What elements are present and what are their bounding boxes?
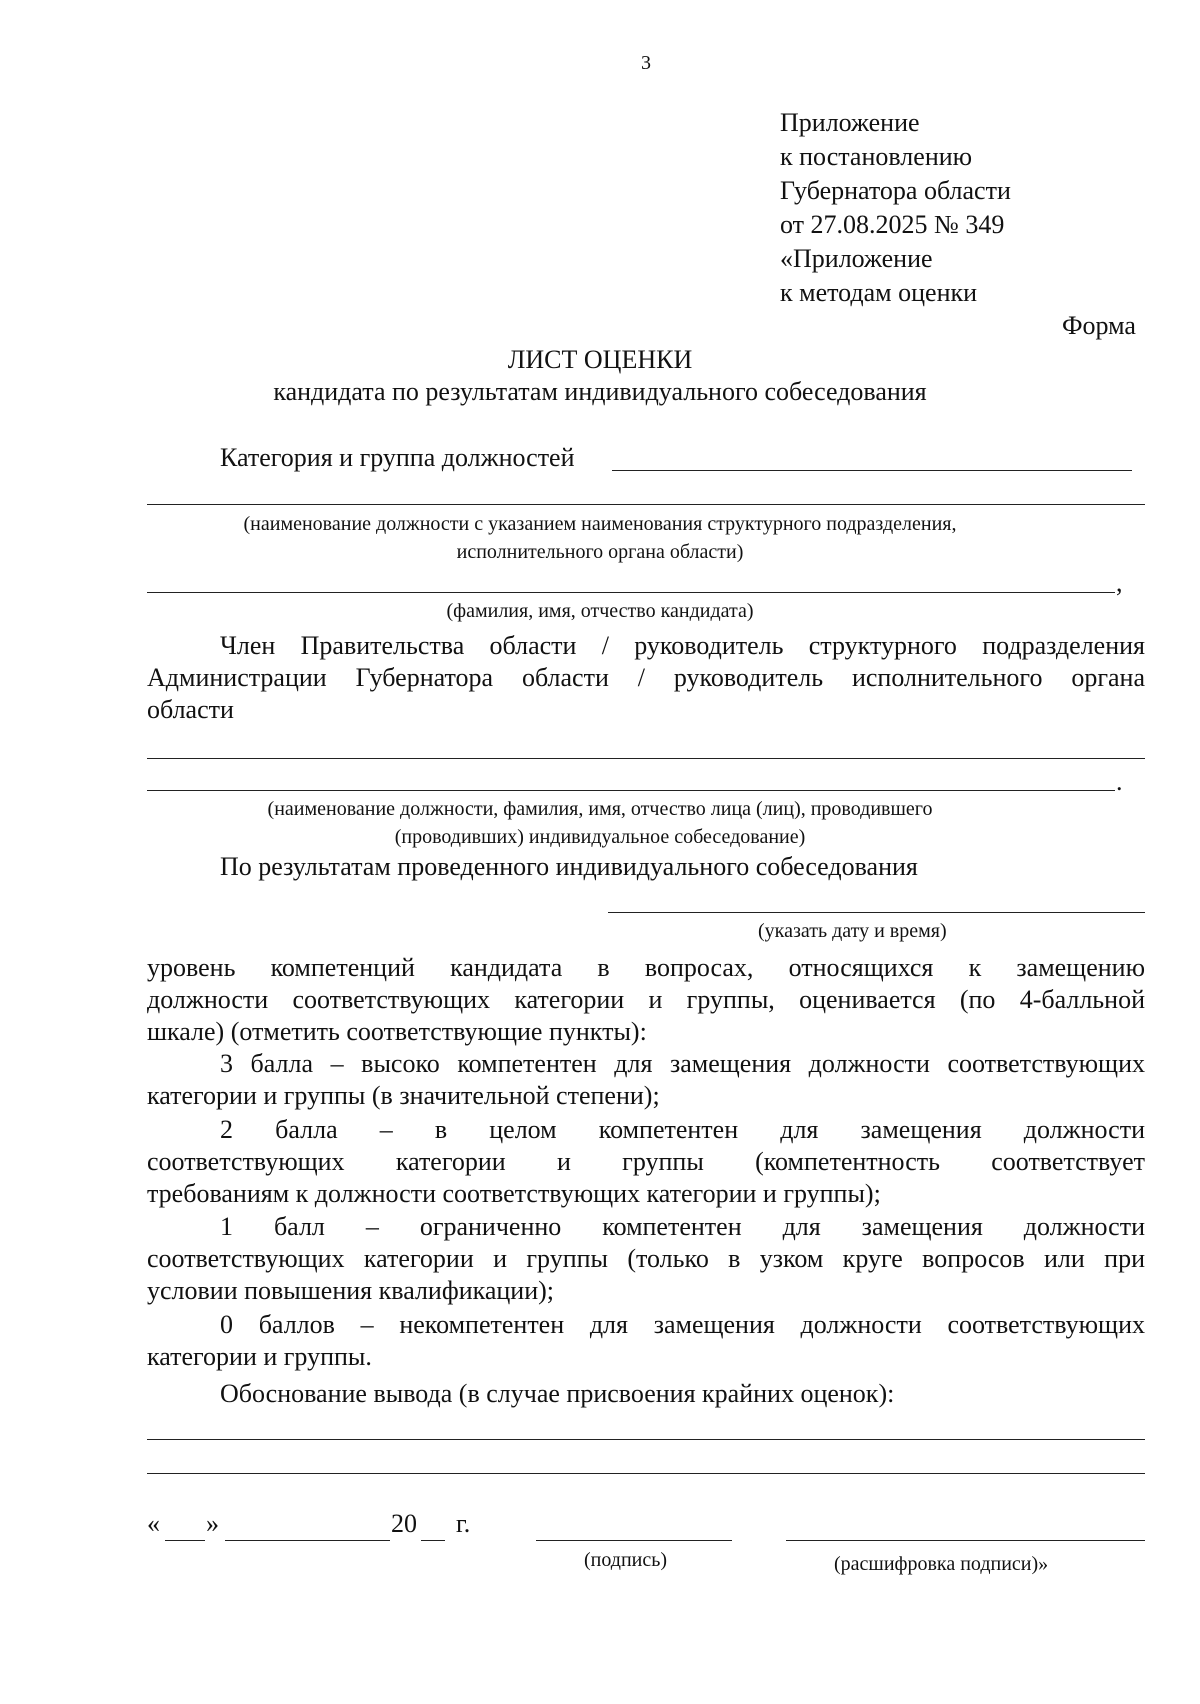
appendix-header <box>780 106 1011 310</box>
date-close-quote: » <box>206 1509 219 1538</box>
date-hint: (указать дату и время) <box>758 920 947 942</box>
interviewer-input-line[interactable] <box>147 790 1115 791</box>
score-2-line: 2 балла – в целом компетентен для замещения должности <box>220 1115 1145 1144</box>
appendix-line: «Приложение <box>780 244 933 273</box>
member-paragraph <box>147 630 1145 726</box>
member-line: Член Правительства области / руководитель структурного подразделения <box>220 631 1145 660</box>
score-0-paragraph <box>147 1309 1145 1373</box>
position-hint: (наименование должности с указанием наименования структурного подразделения, <box>243 513 957 535</box>
member-line: Администрации Губернатора области / руководитель исполнительного органа <box>147 663 1145 692</box>
member-line: области <box>147 695 234 724</box>
page-subtitle: кандидата по результатам индивидуального собеседования <box>273 377 927 406</box>
candidate-name-input-line[interactable] <box>147 592 1115 593</box>
score-3-paragraph <box>147 1048 1145 1112</box>
comma-mark: , <box>1116 568 1123 597</box>
year-input-line[interactable] <box>421 1540 445 1541</box>
score-1-line: соответствующих категории и группы (только в узком круге вопросов или при <box>147 1244 1145 1273</box>
interviewer-hint: (наименование должности, фамилия, имя, отчество лица (лиц), проводившего <box>267 798 933 820</box>
score-2-paragraph <box>147 1114 1145 1210</box>
appendix-line: к постановлению <box>780 142 973 171</box>
year-suffix: г. <box>456 1509 471 1538</box>
page-number: 3 <box>641 52 651 74</box>
appendix-line: Губернатора области <box>780 176 1011 205</box>
appendix-line: от 27.08.2025 № 349 <box>780 210 1005 239</box>
period-mark: . <box>1116 767 1123 796</box>
category-label: Категория и группа должностей <box>220 443 575 472</box>
level-line: уровень компетенций кандидата в вопросах, относящихся к замещению <box>147 953 1145 982</box>
interviewer-input-line[interactable] <box>147 758 1145 759</box>
interviewer-hint: (проводивших) индивидуальное собеседование) <box>394 826 806 848</box>
justification-input-line[interactable] <box>147 1439 1145 1440</box>
score-0-line: 0 баллов – некомпетентен для замещения должности соответствующих <box>220 1310 1145 1339</box>
score-1-line: условии повышения квалификации); <box>147 1276 555 1305</box>
signature-input-line[interactable] <box>536 1540 732 1541</box>
score-0-line: категории и группы. <box>147 1342 372 1371</box>
page-title: ЛИСТ ОЦЕНКИ <box>507 345 693 374</box>
category-input-line[interactable] <box>612 470 1132 471</box>
score-3-line: категории и группы (в значительной степени); <box>147 1081 660 1110</box>
score-3-line: 3 балла – высоко компетентен для замещения должности соответствующих <box>220 1049 1145 1078</box>
signature-hint: (подпись) <box>584 1549 668 1571</box>
position-hint: исполнительного органа области) <box>456 541 744 563</box>
results-label: По результатам проведенного индивидуального собеседования <box>220 852 918 881</box>
position-input-line[interactable] <box>147 504 1145 505</box>
year-prefix: 20 <box>391 1509 417 1538</box>
score-2-line: требованиям к должности соответствующих категории и группы); <box>147 1179 881 1208</box>
date-open-quote: « <box>147 1509 160 1538</box>
level-line: должности соответствующих категории и группы, оценивается (по 4-балльной <box>147 985 1145 1014</box>
day-input-line[interactable] <box>165 1540 205 1541</box>
signature-decode-input-line[interactable] <box>786 1540 1145 1541</box>
appendix-line: Приложение <box>780 108 920 137</box>
form-label: Форма <box>1062 311 1136 340</box>
candidate-hint: (фамилия, имя, отчество кандидата) <box>446 600 754 622</box>
score-2-line: соответствующих категории и группы (компетентность соответствует <box>147 1147 1145 1176</box>
level-paragraph <box>147 952 1145 1048</box>
date-time-input-line[interactable] <box>608 912 1145 913</box>
appendix-line: к методам оценки <box>780 278 978 307</box>
level-line: шкале) (отметить соответствующие пункты): <box>147 1017 647 1046</box>
justification-label: Обоснование вывода (в случае присвоения крайних оценок): <box>220 1379 895 1408</box>
signature-decode-hint: (расшифровка подписи)» <box>834 1553 1049 1575</box>
score-1-paragraph <box>147 1211 1145 1307</box>
score-1-line: 1 балл – ограниченно компетентен для замещения должности <box>220 1212 1145 1241</box>
month-input-line[interactable] <box>225 1540 390 1541</box>
justification-input-line[interactable] <box>147 1473 1145 1474</box>
